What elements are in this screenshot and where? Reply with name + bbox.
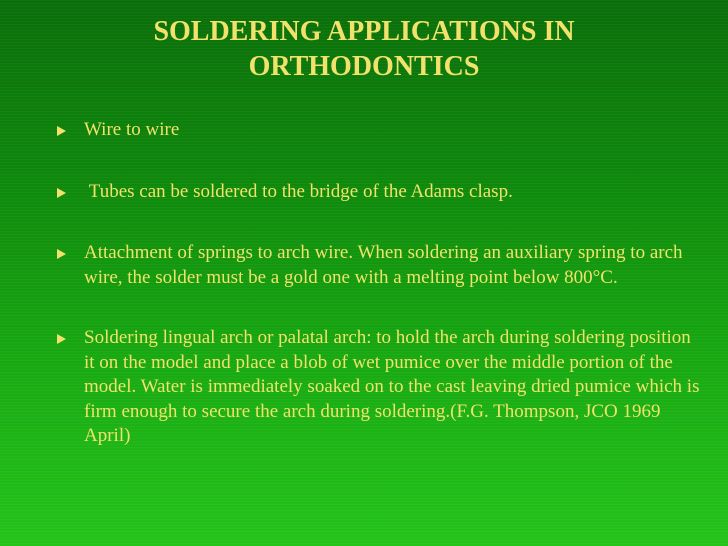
bullet-text: Tubes can be soldered to the bridge of the Adams clasp.	[84, 180, 513, 202]
bullet-text: Soldering lingual arch or palatal arch: to hold the arch during soldering position it on the model and place a blob of wet pumice over the middle portion of the model. Water is immediately soaked on to the cast leaving dried pumice which is firm enough to secure the arch during soldering.(F.G. Thompson, JCO 1969 April)	[84, 327, 700, 446]
triangle-bullet-icon	[57, 249, 66, 259]
bullet-text: Wire to wire	[84, 119, 180, 140]
bullet-item	[56, 241, 706, 290]
bullet-list	[56, 118, 706, 449]
triangle-bullet-icon	[57, 126, 66, 136]
triangle-bullet-icon	[57, 188, 66, 198]
bullet-item	[56, 180, 706, 205]
triangle-bullet-icon	[57, 334, 66, 344]
slide-title: SOLDERING APPLICATIONS IN ORTHODONTICS	[153, 16, 575, 82]
bullet-item	[56, 326, 706, 449]
bullet-item	[56, 118, 706, 143]
bullet-text: Attachment of springs to arch wire. When soldering an auxiliary spring to arch wire, the solder must be a gold one with a melting point below 800°C.	[84, 242, 683, 288]
